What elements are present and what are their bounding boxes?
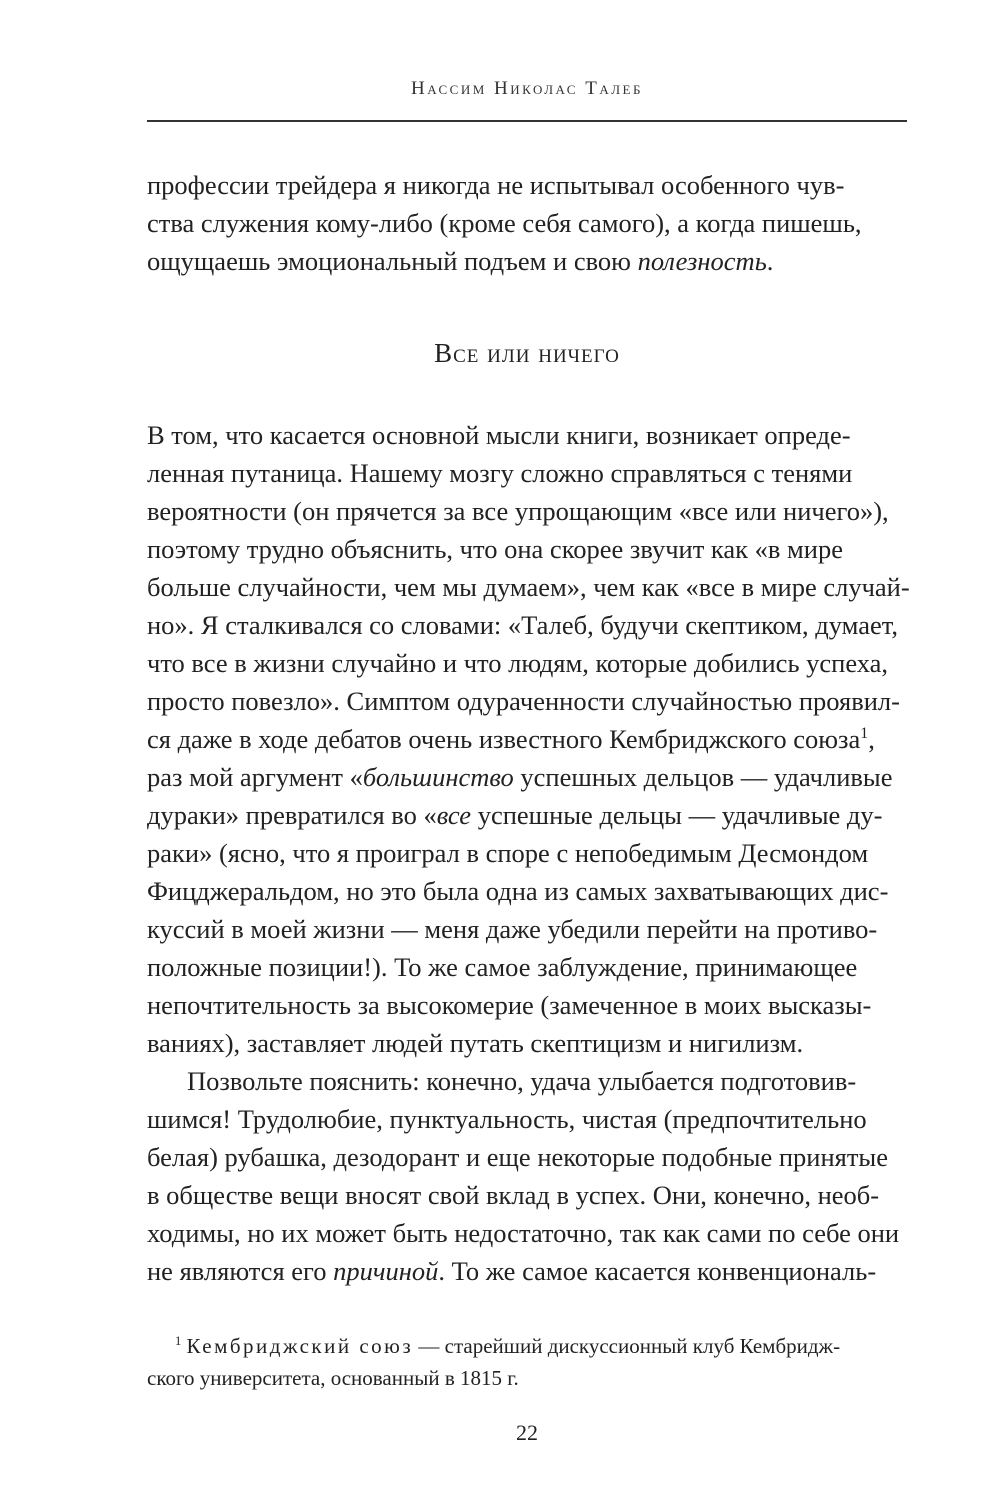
text-line: непочтительность за высокомерие (замеченное в моих высказы- [147, 990, 872, 1020]
text-line: но». Я сталкивался со словами: «Талеб, будучи скептиком, думает, [147, 610, 898, 640]
text-line: положные позиции!). То же самое заблуждение, принимающее [147, 952, 858, 982]
text-line [147, 800, 907, 831]
running-header: Нассим Николас Талеб [411, 78, 643, 99]
italic-span: полезность [637, 246, 767, 276]
text-span: успешных дельцов — удачливые [513, 762, 893, 792]
italic-span: все [436, 800, 472, 830]
footnote-line: ского университета, основанный в 1815 г. [147, 1366, 519, 1390]
text-line: вероятности (он прячется за все упрощающим «все или ничего»), [147, 496, 889, 526]
text-line: куссий в моей жизни — меня даже убедили перейти на противо- [147, 914, 878, 944]
italic-span: причиной [333, 1256, 439, 1286]
text-span: не являются его [147, 1256, 334, 1286]
text-line [147, 762, 907, 793]
text-span: . То же самое касается конвенциональ- [438, 1256, 877, 1286]
italic-span: большинство [362, 762, 514, 792]
text-line [147, 1256, 907, 1287]
footnote-line [175, 1334, 907, 1359]
text-span: успешные дельцы — удачливые ду- [471, 800, 883, 830]
text-span: . [766, 246, 774, 276]
text-span: дураки» превратился во « [147, 800, 437, 830]
text-span: ощущаешь эмоциональный подъем и свою [147, 246, 638, 276]
text-line: Позвольте пояснить: конечно, удача улыбается подготовив- [187, 1066, 857, 1096]
text-line: В том, что касается основной мысли книги, возникает опреде- [147, 420, 851, 450]
text-line: ходимы, но их может быть недостаточно, так как сами по себе они [147, 1218, 900, 1248]
text-line: больше случайности, чем мы думаем», чем как «все в мире случай- [147, 572, 910, 602]
text-line: шимся! Трудолюбие, пунктуальность, чистая (предпочтительно [147, 1104, 867, 1134]
text-line [147, 246, 907, 277]
text-line: ства служения кому-либо (кроме себя самого), а когда пишешь, [147, 208, 862, 238]
text-span: ся даже в ходе дебатов очень известного Кембриджского союза [147, 724, 861, 754]
text-line: поэтому трудно объяснить, что она скорее звучит как «в мире [147, 534, 844, 564]
text-line: Фицджеральдом, но это была одна из самых захватывающих дис- [147, 876, 889, 906]
text-line: ленная путаница. Нашему мозгу сложно справляться с тенями [147, 458, 853, 488]
footnote-term: Кембриджский союз [186, 1334, 414, 1358]
text-line: в обществе вещи вносят свой вклад в успех. Они, конечно, необ- [147, 1180, 880, 1210]
page-number: 22 [516, 1420, 538, 1445]
footnote-ref: 1 [860, 725, 869, 743]
text-line: ваниях), заставляет людей путать скептицизм и нигилизм. [147, 1028, 804, 1058]
text-line: просто повезло». Симптом одураченности случайностью проявил- [147, 686, 900, 716]
footnote-text: — старейший дискуссионный клуб Кембридж- [413, 1334, 841, 1358]
text-span: раз мой аргумент « [147, 762, 363, 792]
text-line: раки» (ясно, что я проиграл в споре с непобедимым Десмондом [147, 838, 869, 868]
text-line: что все в жизни случайно и что людям, которые добились успеха, [147, 648, 889, 678]
text-span: , [868, 724, 875, 754]
text-line: профессии трейдера я никогда не испытывал особенного чув- [147, 170, 845, 200]
section-title: Все или ничего [434, 338, 620, 368]
text-line: белая) рубашка, дезодорант и еще некоторые подобные принятые [147, 1142, 889, 1172]
header-rule [147, 120, 907, 122]
footnote-marker: 1 [175, 1334, 182, 1348]
text-line [147, 724, 907, 755]
